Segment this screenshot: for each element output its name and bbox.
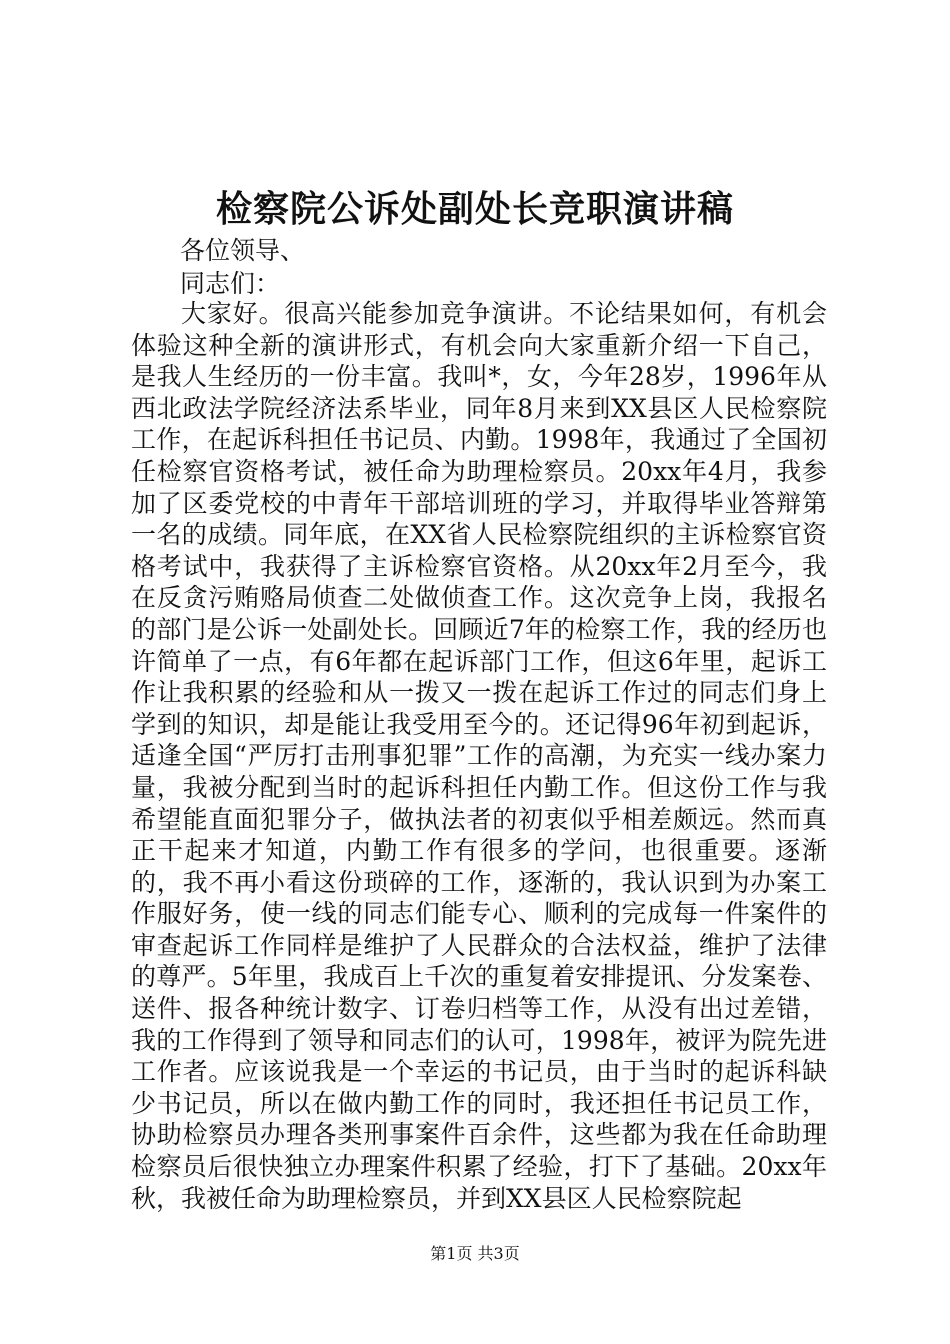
speech-body-paragraph: 大家好。很高兴能参加竞争演讲。不论结果如何，有机会体验这种全新的演讲形式，有机会向大家重新介绍一下自己，是我人生经历的一份丰富。我叫*，女，今年28岁，1996年从西北政法学院经济法系毕业，同年8月来到XX县区人民检察院工作，在起诉科担任书记员、内勤。1998年，我通过了全国初任检察官资格考试，被任命为助理检察员。20xx年4月，我参加了区委党校的中青年干部培训班的学习，并取得毕业答辩第一名的成绩。同年底，在XX省人民检察院组织的主诉检察官资格考试中，我获得了主诉检察官资格。从20xx年2月至今，我在反贪污贿赂局侦查二处做侦查工作。这次竞争上岗，我报名的部门是公诉一处副处长。回顾近7年的检察工作，我的经历也许简单了一点，有6年都在起诉部门工作，但这6年里，起诉工作让我积累的经验和从一拨又一拨在起诉工作过的同志们身上学到的知识，却是能让我受用至今的。还记得96年初到起诉，适逢全国“严厉打击刑事犯罪”工作的高潮，为充实一线办案力量，我被分配到当时的起诉科担任内勤工作。但这份工作与我希望能直面犯罪分子，做执法者的初衷似乎相差颇远。然而真正干起来才知道，内勤工作有很多的学问，也很重要。逐渐的，我不再小看这份琐碎的工作，逐渐的，我认识到为办案工作服好务，使一线的同志们能专心、顺利的完成每一件案件的审查起诉工作同样是维护了人民群众的合法权益，维护了法律的尊严。5年里，我成百上千次的重复着安排提讯、分发案卷、送件、报各种统计数字、订卷归档等工作，从没有出过差错，我的工作得到了领导和同志们的认可，1998年，被评为院先进工作者。应该说我是一个幸运的书记员，由于当时的起诉科缺少书记员，所以在做内勤工作的同时，我还担任书记员工作，协助检察员办理各类刑事案件百余件，这些都为我在任命助理检察员后很快独立办理案件积累了经验，打下了基础。20xx年秋，我被任命为助理检察员，并到XX县区人民检察院起 <box>131 299 827 1213</box>
salutation-line-2: 同志们： <box>180 269 281 298</box>
page-number-footer: 第1页 共3页 <box>430 1244 520 1263</box>
salutation-line-1: 各位领导、 <box>180 236 306 265</box>
document-title: 检察院公诉处副处长竞职演讲稿 <box>215 188 734 230</box>
